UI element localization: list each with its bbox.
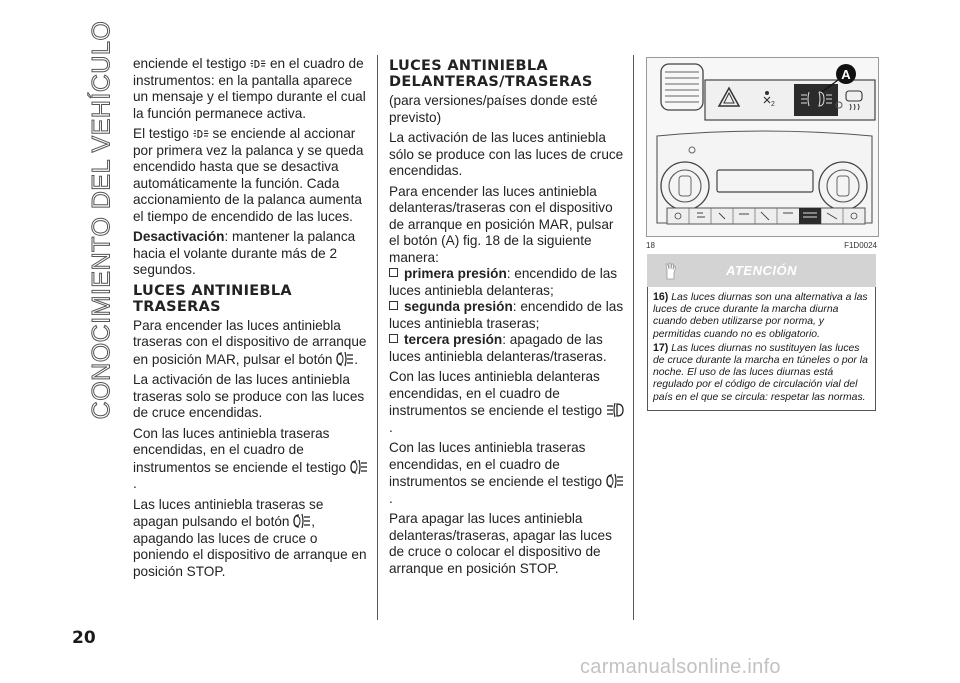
front-fog-light-icon [606, 402, 624, 418]
paragraph-indicator-on: El testigo se enciende al accionar por primera vez la palanca y se queda encendido hasta que se desactiva automáticamente la función. Cada accionamiento de la palanca aumenta el tiempo de encendido de las luces. [133, 126, 364, 224]
rear-fog-light-icon [336, 351, 354, 367]
column-divider [633, 55, 634, 620]
rear-fog-light-icon [606, 473, 624, 489]
paragraph-rear-fog-indicator: Con las luces antiniebla traseras encendidas, en el cuadro de instrumentos se enciende el testigo . [389, 440, 624, 507]
heading-front-rear-fog-lights: LUCES ANTINIEBLA DELANTERAS/TRASERAS [389, 58, 593, 90]
follow-me-lights-icon [250, 59, 266, 71]
paragraph-front-fog-indicator: Con las luces antiniebla delanteras encendidas, en el cuadro de instrumentos se enciende el testigo . [389, 369, 624, 436]
bullet-square-icon [389, 334, 398, 343]
dashboard-illustration [647, 58, 878, 236]
warning-hand-icon [663, 262, 679, 280]
paragraph-rear-fog-activate: Para encender las luces antiniebla traseras con el dispositivo de arranque en posición MAR, pulsar el botón . [133, 317, 367, 367]
list-item: primera presión: encendido de las luces antiniebla delanteras; [389, 266, 618, 298]
rear-fog-light-icon [350, 459, 368, 475]
paragraph-rear-fog-condition: La activación de las luces antiniebla traseras solo se produce con las luces de cruce encendidas. [133, 372, 365, 420]
attention-body [647, 287, 876, 411]
attention-note: 16) Las luces diurnas son una alternativa a las luces de cruce durante la marcha diurna cuando deben utilizarse por norma, y permitidas cuando no es obligatorio. [653, 291, 868, 340]
attention-header [647, 254, 876, 287]
callout-a-label: A [841, 67, 851, 82]
figure-number: 18 [646, 241, 655, 250]
heading-rear-fog-lights: LUCES ANTINIEBLA TRASERAS [133, 282, 292, 315]
bottom-fog-button[interactable] [799, 208, 821, 224]
paragraph-rear-fog-indicator: Con las luces antiniebla traseras encendidas, en el cuadro de instrumentos se enciende el testigo . [133, 426, 368, 493]
attention-title: ATENCIÓN [726, 263, 797, 278]
paragraph-fog-activate: Para encender las luces antiniebla delanteras/traseras con el dispositivo de arranque en posición MAR, pulsar el botón (A) fig. 18 de la siguiente manera: [389, 183, 614, 265]
paragraph-fog-condition: La activación de las luces antiniebla sólo se produce con las luces de cruce encendidas. [389, 130, 624, 178]
bullet-square-icon [389, 268, 398, 277]
paragraph-indicator-intro: enciende el testigo en el cuadro de instrumentos: en la pantalla aparece un mensaje y el tiempo durante el cual la función permanece activa. [133, 56, 366, 121]
bullet-square-icon [389, 301, 398, 310]
paragraph-deactivation: Desactivación: mantener la palanca hacia el volante durante más de 2 segundos. [133, 229, 356, 277]
column-divider [377, 55, 378, 620]
page-number: 20 [72, 628, 96, 648]
watermark: carmanualsonline.info [580, 656, 781, 678]
figure-caption [646, 241, 877, 250]
column-left [133, 56, 368, 584]
list-item: segunda presión: encendido de las luces antiniebla traseras; [389, 299, 624, 331]
side-section-title: CONOCIMIENTO DEL VEHÍCULO [87, 20, 116, 420]
attention-box [647, 254, 876, 411]
paragraph-rear-fog-off: Las luces antiniebla traseras se apagan pulsando el botón , apagando las luces de cruce o poniendo el dispositivo de arranque en posición STOP. [133, 496, 367, 579]
list-item: tercera presión: apagado de las luces antiniebla delanteras/traseras. [389, 332, 607, 364]
paragraph-fog-off: Para apagar las luces antiniebla delanteras/traseras, apagar las luces de cruce o colocar el dispositivo de arranque en posición STOP. [389, 511, 612, 576]
fog-light-button[interactable] [794, 84, 838, 116]
column-middle [389, 56, 624, 581]
svg-text:2: 2 [771, 101, 775, 108]
follow-me-lights-icon [193, 129, 209, 141]
attention-note: 17) Las luces diurnas no sustituyen las luces de cruce durante la marcha en túneles o por la noche. El uso de las luces diurnas está regulado por el código de circulación vial del país en el que se circula: respetar las normas. [653, 341, 868, 403]
figure-code: F1D0024 [844, 241, 877, 250]
rear-fog-light-icon [293, 513, 311, 529]
figure-dashboard-controls [646, 57, 879, 237]
paragraph-versions-note: (para versiones/países donde esté previsto) [389, 93, 598, 125]
